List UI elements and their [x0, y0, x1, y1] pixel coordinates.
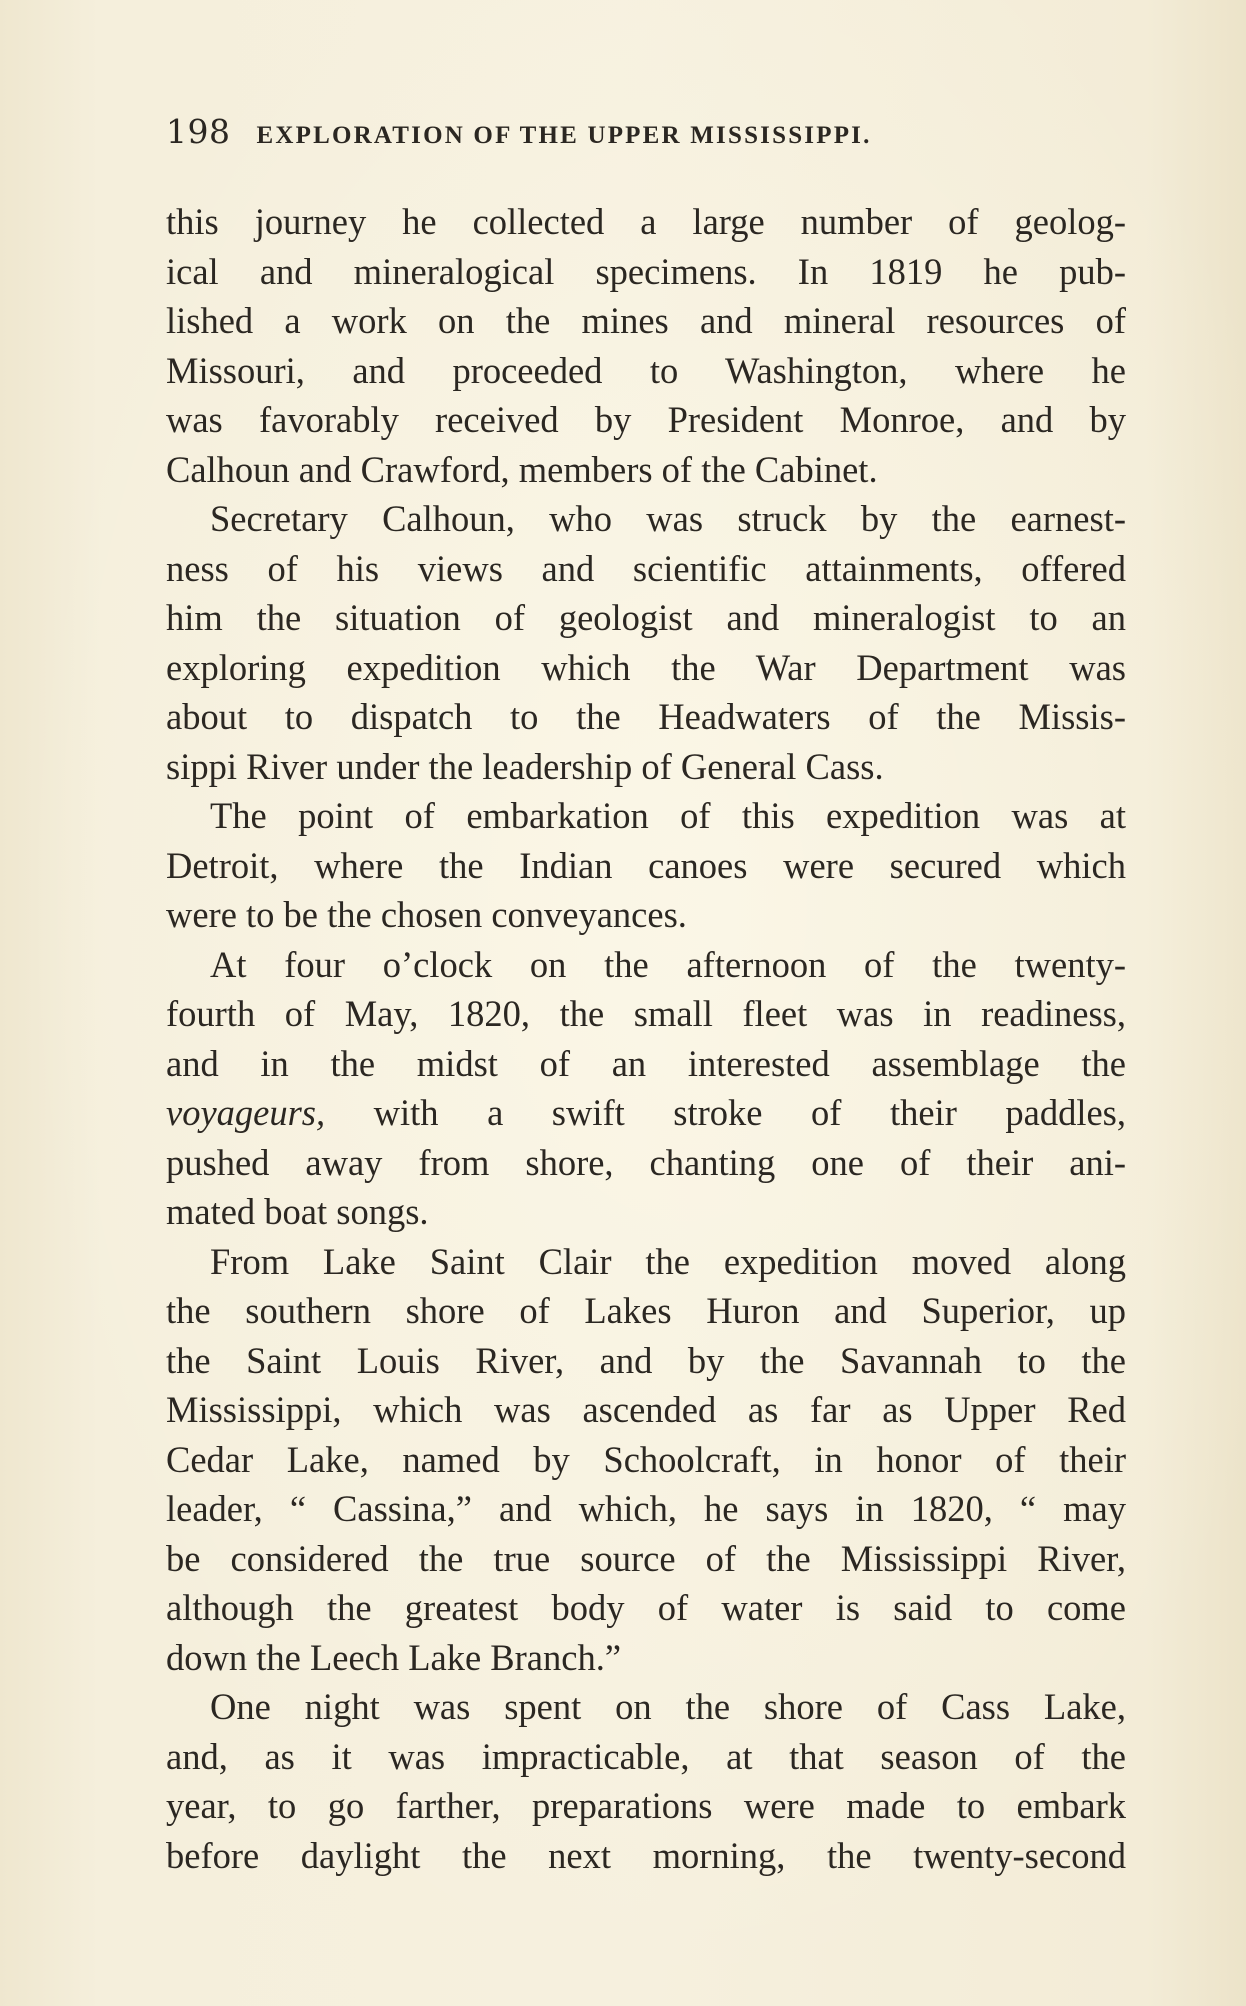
text-line: ical and mineralogical specimens. In 1819 he pub- — [166, 250, 1126, 292]
text-line: mated boat songs. — [166, 1191, 429, 1232]
text-line: Mississippi, which was ascended as far as Upper Red — [166, 1389, 1126, 1430]
text-line: down the Leech Lake Branch.” — [166, 1636, 622, 1678]
text-line: be considered the true source of the Mississippi River, — [166, 1537, 1126, 1579]
paragraph — [166, 1682, 1126, 1880]
running-head — [166, 112, 1126, 156]
running-title: EXPLORATION OF THE UPPER MISSISSIPPI. — [256, 122, 872, 149]
text-line: fourth of May, 1820, the small fleet was in readiness, — [166, 993, 1126, 1034]
text-line-mixed — [166, 1088, 1126, 1138]
text-line: lished a work on the mines and mineral resources of — [166, 300, 1126, 341]
text-line: One night was spent on the shore of Cass Lake, — [210, 1686, 1126, 1727]
text-line: before daylight the next morning, the twenty-second — [166, 1834, 1126, 1876]
body-text — [166, 197, 1126, 1880]
paragraph — [166, 1237, 1126, 1683]
text-line: pushed away from shore, chanting one of their ani- — [166, 1141, 1126, 1183]
text-line: about to dispatch to the Headwaters of the Missis- — [166, 696, 1126, 737]
text-line: the Saint Louis River, and by the Savannah to the — [166, 1339, 1126, 1381]
text-line: exploring expedition which the War Department was — [166, 646, 1126, 688]
text-line: and in the midst of an interested assemblage the — [166, 1042, 1126, 1084]
text-line: the southern shore of Lakes Huron and Superior, up — [166, 1290, 1126, 1331]
text-line: Calhoun and Crawford, members of the Cabinet. — [166, 448, 878, 490]
text-line: Missouri, and proceeded to Washington, where he — [166, 349, 1126, 391]
paragraph — [166, 197, 1126, 494]
text-line: The point of embarkation of this expedition was at — [210, 795, 1126, 836]
text-line: year, to go farther, preparations were made to embark — [166, 1785, 1126, 1826]
text-line: ness of his views and scientific attainments, offered — [166, 547, 1126, 589]
text-line: and, as it was impracticable, at that season of the — [166, 1735, 1126, 1777]
italic-word: voyageurs, — [166, 1092, 326, 1133]
paragraph — [166, 791, 1126, 940]
text-line: this journey he collected a large number of geolog- — [166, 201, 1126, 242]
text-line: was favorably received by President Monroe, and by — [166, 399, 1126, 440]
text-line: although the greatest body of water is said to come — [166, 1587, 1126, 1628]
text-line: him the situation of geologist and mineralogist to an — [166, 597, 1126, 638]
text-line: From Lake Saint Clair the expedition moved along — [210, 1240, 1126, 1282]
paragraph — [166, 940, 1126, 1237]
text-line: leader, “ Cassina,” and which, he says in 1820, “ may — [166, 1488, 1126, 1529]
text-line: sippi River under the leadership of General Cass. — [166, 745, 884, 787]
text-line: Detroit, where the Indian canoes were secured which — [166, 844, 1126, 886]
text-line: were to be the chosen conveyances. — [166, 894, 687, 935]
text-run: with a swift stroke of their paddles, — [325, 1092, 1126, 1133]
page-number: 198 — [166, 112, 231, 151]
text-line: At four o’clock on the afternoon of the twenty- — [210, 943, 1126, 985]
text-line: Cedar Lake, named by Schoolcraft, in honor of their — [166, 1438, 1126, 1480]
text-line: Secretary Calhoun, who was struck by the earnest- — [210, 498, 1126, 539]
paragraph — [166, 494, 1126, 791]
